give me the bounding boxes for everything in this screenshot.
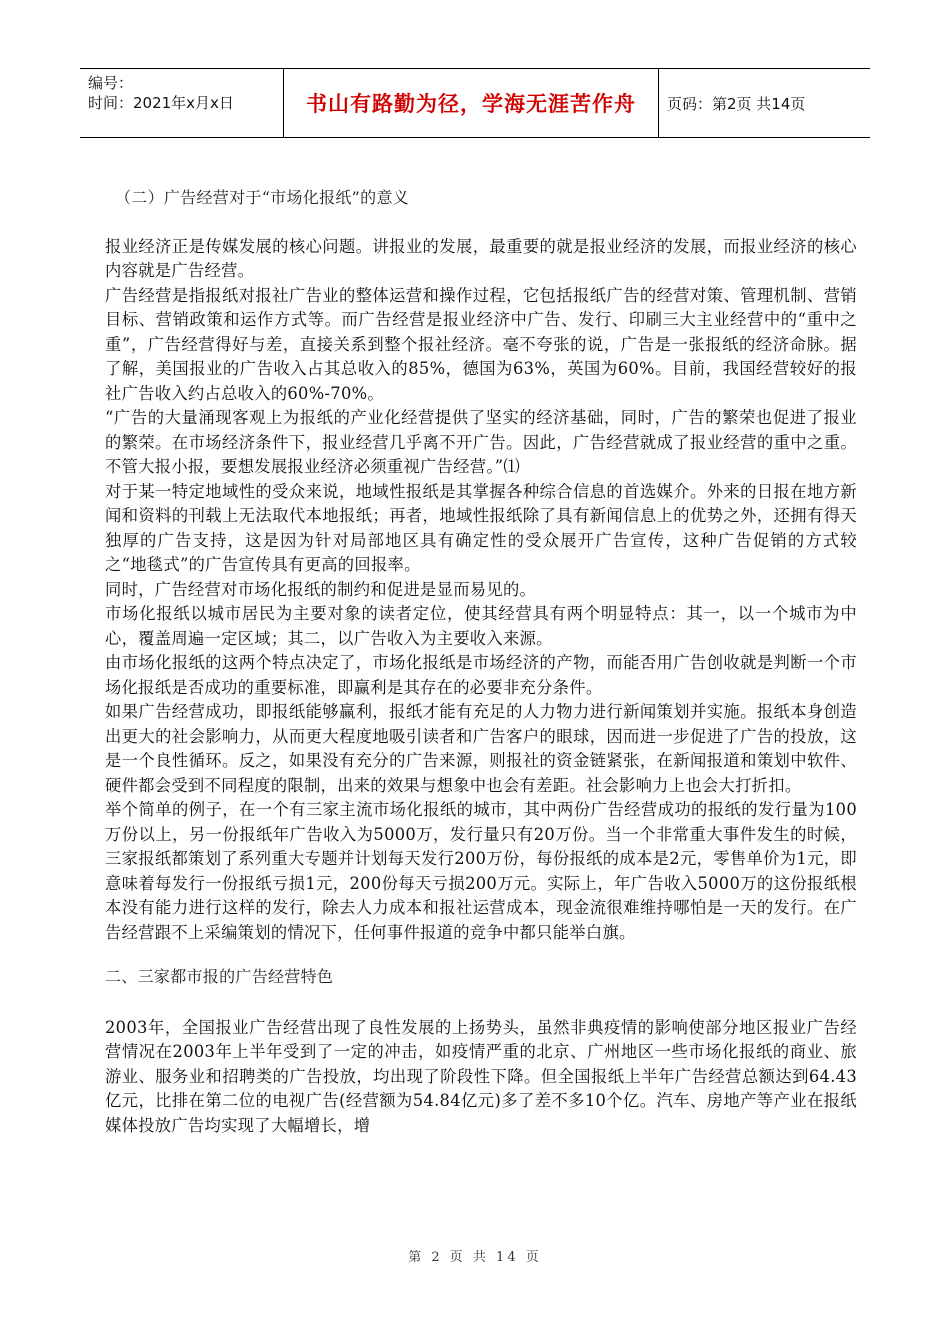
document-header <box>80 68 870 138</box>
body-paragraph: 报业经济正是传媒发展的核心问题。讲报业的发展，最重要的就是报业经济的发展，而报业经济的核心内容就是广告经营。 <box>105 236 857 280</box>
page-footer: 第 2 页 共 14 页 <box>408 1250 542 1265</box>
body-paragraph: 对于某一特定地域性的受众来说，地域性报纸是其掌握各种综合信息的首选媒介。外来的日报在地方新闻和资料的刊载上无法取代本地报纸；再者，地域性报纸除了具有新闻信息上的优势之外，还拥有得天独厚的广告支持，这是因为针对局部地区具有确定性的受众展开广告宣传，这种广告促销的方式较之“地毯式”的广告宣传具有更高的回报率。 <box>105 481 857 574</box>
body-paragraph: 由市场化报纸的这两个特点决定了，市场化报纸是市场经济的产物，而能否用广告创收就是判断一个市场化报纸是否成功的重要标准，即赢利是其存在的必要非充分条件。 <box>105 653 857 697</box>
body-paragraph: 市场化报纸以城市居民为主要对象的读者定位，使其经营具有两个明显特点：其一，以一个城市为中心，覆盖周遍一定区域；其二，以广告收入为主要收入来源。 <box>105 604 857 648</box>
body-paragraph: 2003年，全国报业广告经营出现了良性发展的上扬势头，虽然非典疫情的影响使部分地区报业广告经营情况在2003年上半年受到了一定的冲击，如疫情严重的北京、广州地区一些市场化报纸的商业、旅游业、服务业和招聘类的广告投放，均出现了阶段性下降。但全国报纸上半年广告经营总额达到64.43亿元，比排在第二位的电视广告(经营额为54.84亿元)多了差不多10个亿。汽车、房地产等产业在报纸媒体投放广告均实现了大幅增长，增 <box>105 1017 857 1135</box>
header-motto: 书山有路勤为径，学海无涯苦作舟 <box>284 69 659 137</box>
body-paragraph: 如果广告经营成功，即报纸能够赢利，报纸才能有充足的人力物力进行新闻策划并实施。报纸本身创造出更大的社会影响力，从而更大程度地吸引读者和广告客户的眼球，因而进一步促进了广告的投放，这是一个良性循环。反之，如果没有充分的广告来源，则报社的资金链紧张，在新闻报道和策划中软件、硬件都会受到不同程度的限制，出来的效果与想象中也会有差距。社会影响力上也会大打折扣。 <box>105 702 857 795</box>
header-page-number: 页码：第2页 共14页 <box>667 94 806 113</box>
document-body <box>105 186 857 1138</box>
subsection-heading: （二）广告经营对于“市场化报纸”的意义 <box>115 188 410 207</box>
header-meta <box>80 69 284 137</box>
body-paragraph: 广告经营是指报纸对报社广告业的整体运营和操作过程，它包括报纸广告的经营对策、管理机制、营销目标、营销政策和运作方式等。而广告经营是报业经济中广告、发行、印刷三大主业经营中的“重中之重”，广告经营得好与差，直接关系到整个报社经济。毫不夸张的说，广告是一张报纸的经济命脉。据了解，美国报业的广告收入占其总收入的85%，德国为63%，英国为60%。目前，我国经营较好的报社广告收入约占总收入的60%-70%。 <box>105 285 857 403</box>
section-heading: 二、三家都市报的广告经营特色 <box>105 967 334 986</box>
body-paragraph: “广告的大量涌现客观上为报纸的产业化经营提供了坚实的经济基础，同时，广告的繁荣也促进了报业的繁荣。在市场经济条件下，报业经营几乎离不开广告。因此，广告经营就成了报业经营的重中之重。不管大报小报，要想发展报业经济必须重视广告经营。”⑴ <box>105 408 857 476</box>
document-number: 编号： <box>88 74 134 92</box>
body-paragraph: 举个简单的例子，在一个有三家主流市场化报纸的城市，其中两份广告经营成功的报纸的发行量为100万份以上，另一份报纸年广告收入为5000万，发行量只有20万份。当一个非常重大事件发生的时候，三家报纸都策划了系列重大专题并计划每天发行200万份，每份报纸的成本是2元，零售单价为1元，即意味着每发行一份报纸亏损1元，200份每天亏损200万元。实际上，年广告收入5000万的这份报纸根本没有能力进行这样的发行，除去人力成本和报社运营成本，现金流很难维持哪怕是一天的发行。在广告经营跟不上采编策划的情况下，任何事件报道的竞争中都只能举白旗。 <box>105 800 857 942</box>
body-paragraph: 同时，广告经营对市场化报纸的制约和促进是显而易见的。 <box>105 579 537 599</box>
document-date: 时间：2021年x月x日 <box>88 94 234 112</box>
